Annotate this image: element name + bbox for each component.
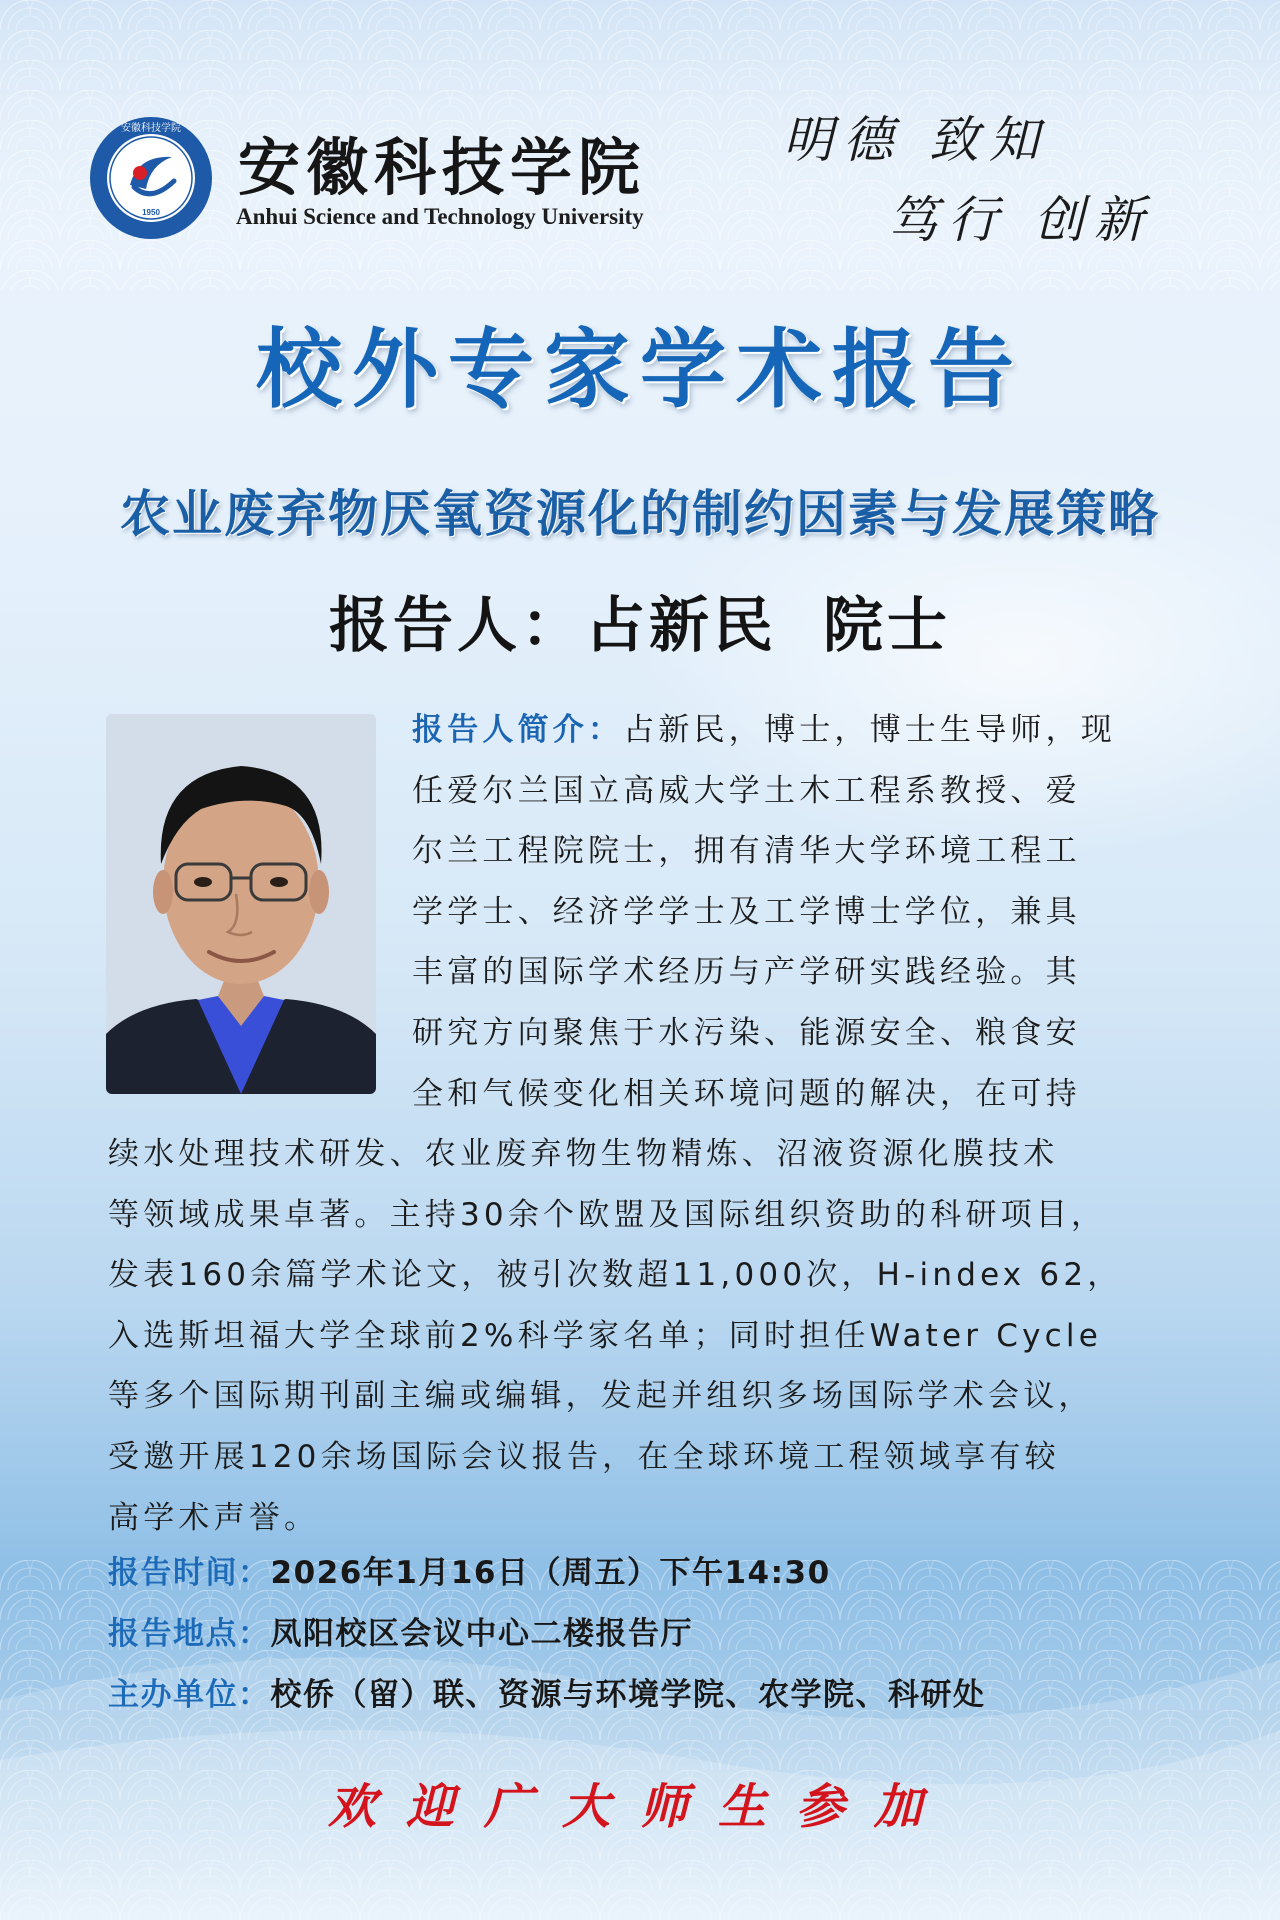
time-value: 2026年1月16日（周五）下午14:30 [270, 1555, 831, 1591]
speaker-photo [106, 714, 376, 1094]
welcome-banner: 欢迎广大师生参加 [327, 1779, 952, 1835]
bio-line: 丰富的国际学术经历与产学研实践经验。其 [412, 954, 1081, 991]
university-emblem-icon [88, 115, 214, 241]
bio-line: 等领域成果卓著。主持30余个欧盟及国际组织资助的科研项目， [108, 1196, 1107, 1233]
motto-line-1: 明德 致知 [783, 111, 1049, 169]
logo-year: 1950 [142, 208, 160, 217]
place-label: 报告地点： [108, 1616, 271, 1652]
info-time [108, 1547, 986, 1608]
bio-line [412, 700, 1192, 761]
speaker-line [0, 578, 1280, 664]
info-host [108, 1669, 986, 1730]
bio-line: 尔兰工程院院士，拥有清华大学环境工程工 [412, 833, 1081, 870]
speaker-name: 占新民 [585, 591, 777, 661]
bio-line: 等多个国际期刊副主编或编辑，发起并组织多场国际学术会议， [108, 1378, 1094, 1415]
bio-line: 高学术声誉。 [108, 1499, 320, 1536]
motto-line-2: 笃行 创新 [888, 191, 1154, 249]
speaker-portrait-image [106, 714, 376, 1094]
school-name-cn: 安徽科技学院 [238, 131, 647, 204]
speaker-label: 报告人： [329, 591, 585, 661]
event-info [108, 1547, 986, 1730]
bio-line-text: 占新民，博士，博士生导师，现 [623, 712, 1117, 748]
speaker-title: 院士 [823, 591, 951, 661]
place-value: 凤阳校区会议中心二楼报告厅 [270, 1616, 693, 1652]
bio-line: 任爱尔兰国立高威大学土木工程系教授、爱 [412, 772, 1081, 809]
university-logo [88, 115, 214, 241]
bio-text-bottom [108, 1124, 1192, 1548]
bio-line: 全和气候变化相关环境问题的解决，在可持 [412, 1075, 1081, 1112]
logo-ring-text: 安徽科技学院 [121, 123, 181, 134]
bio-line: 学学士、经济学学士及工学博士学位，兼具 [412, 893, 1081, 930]
info-place [108, 1608, 986, 1669]
bio-line: 续水处理技术研发、农业废弃物生物精炼、沼液资源化膜技术 [108, 1136, 1059, 1172]
bio-line: 发表160余篇学术论文，被引次数超11,000次，H-index 62， [108, 1257, 1123, 1294]
bio-label: 报告人简介： [412, 712, 624, 748]
host-label: 主办单位： [108, 1677, 271, 1713]
bio-text-top [412, 700, 1192, 1124]
school-name-en: Anhui Science and Technology University [236, 204, 644, 229]
bio-line: 入选斯坦福大学全球前2%科学家名单；同时担任Water Cycle [108, 1317, 1102, 1354]
report-subtitle: 农业废弃物厌氧资源化的制约因素与发展策略 [120, 485, 1160, 543]
page-title: 校外专家学术报告 [256, 319, 1024, 420]
time-label: 报告时间： [108, 1555, 271, 1591]
bio-line: 研究方向聚焦于水污染、能源安全、粮食安 [412, 1014, 1081, 1051]
host-value: 校侨（留）联、资源与环境学院、农学院、科研处 [270, 1677, 986, 1713]
bio-line: 受邀开展120余场国际会议报告，在全球环境工程领域享有较 [108, 1438, 1060, 1475]
